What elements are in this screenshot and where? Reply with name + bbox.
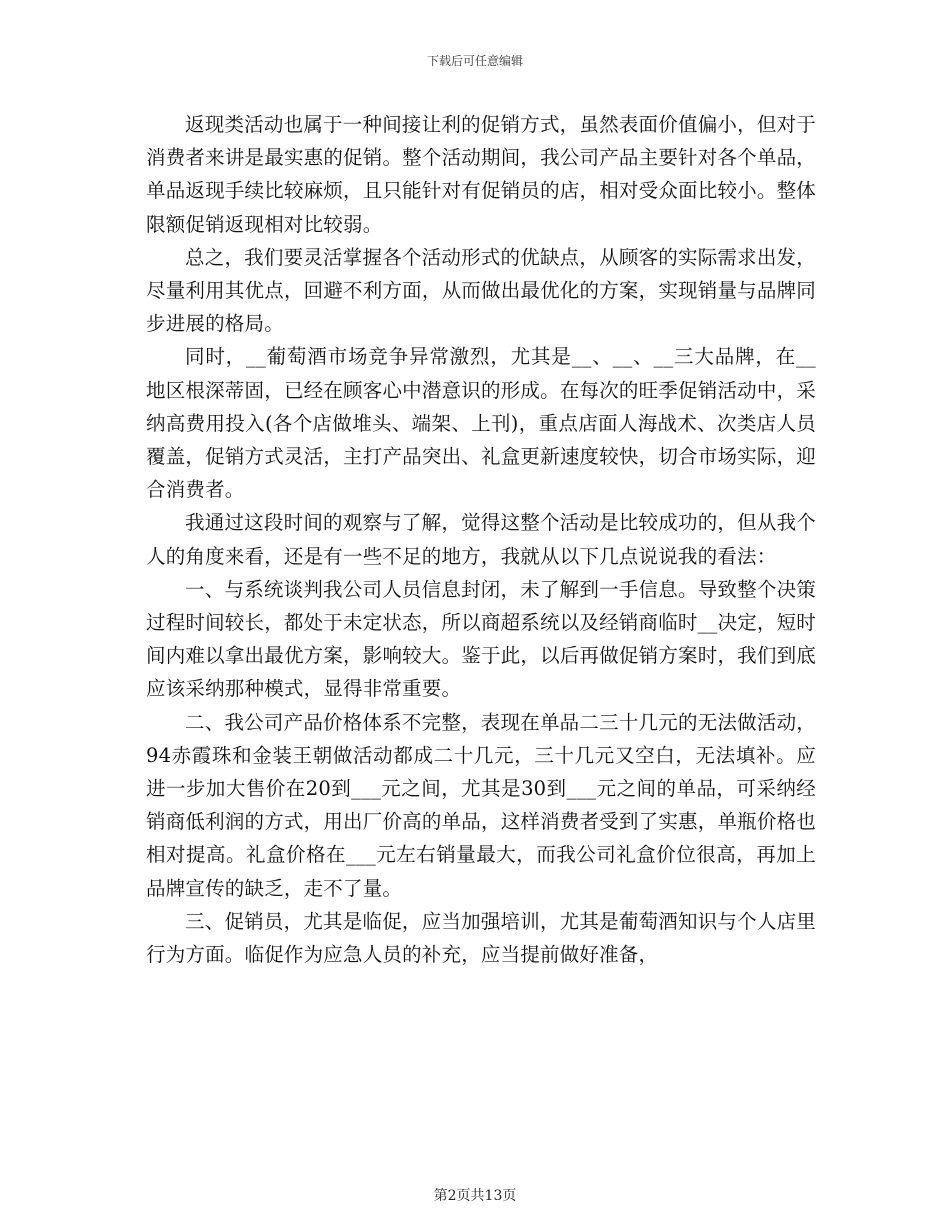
paragraph-3: 同时，__葡萄酒市场竞争异常激烈，尤其是__、__、__三大品牌，在__地区根深蒂固，已经在顾客心中潜意识的形成。在每次的旺季促销活动中，采纳高费用投入(各个店做堆头、端架、上刊)，重点店面人海战术、次类店人员覆盖，促销方式灵活，主打产品突出、礼盒更新速度较快，切合市场实际，迎合消费者。 <box>146 345 816 502</box>
paragraph-6: 二、我公司产品价格体系不完整，表现在单品二三十几元的无法做活动，94赤霞珠和金装王朝做活动都成二十几元，三十几元又空白，无法填补。应进一步加大售价在20到___元之间，尤其是30到___元之间的单品，可采纳经销商低利润的方式，用出厂价高的单品，这样消费者受到了实惠，单瓶价格也相对提高。礼盒价格在___元左右销量最大，而我公司礼盒价位很高，再加上品牌宣传的缺乏，走不了量。 <box>146 710 816 900</box>
paragraph-5: 一、与系统谈判我公司人员信息封闭，未了解到一手信息。导致整个决策过程时间较长，都处于未定状态，所以商超系统以及经销商临时__决定，短时间内难以拿出最优方案，影响较大。鉴于此，以后再做促销方案时，我们到底应该采纳那种模式，显得非常重要。 <box>146 577 817 701</box>
page-header: 下载后可任意编辑 <box>426 54 523 68</box>
page-footer: 第2页共13页 <box>433 1188 517 1204</box>
paragraph-1: 返现类活动也属于一种间接让利的促销方式，虽然表面价值偏小，但对于消费者来讲是最实惠的促销。整个活动期间，我公司产品主要针对各个单品，单品返现手续比较麻烦，且只能针对有促销员的店，相对受众面比较小。整体限额促销返现相对比较弱。 <box>146 113 816 236</box>
paragraph-2: 总之，我们要灵活掌握各个活动形式的优缺点，从顾客的实际需求出发，尽量利用其优点，回避不利方面，从而做出最优化的方案，实现销量与品牌同步进展的格局。 <box>146 245 816 336</box>
document-body <box>146 108 816 971</box>
paragraph-4: 我通过这段时间的观察与了解，觉得这整个活动是比较成功的，但从我个人的角度来看，还是有一些不足的地方，我就从以下几点说说我的看法： <box>146 511 816 568</box>
paragraph-7: 三、促销员，尤其是临促，应当加强培训，尤其是葡萄酒知识与个人店里行为方面。临促作为应急人员的补充，应当提前做好准备， <box>146 909 816 967</box>
